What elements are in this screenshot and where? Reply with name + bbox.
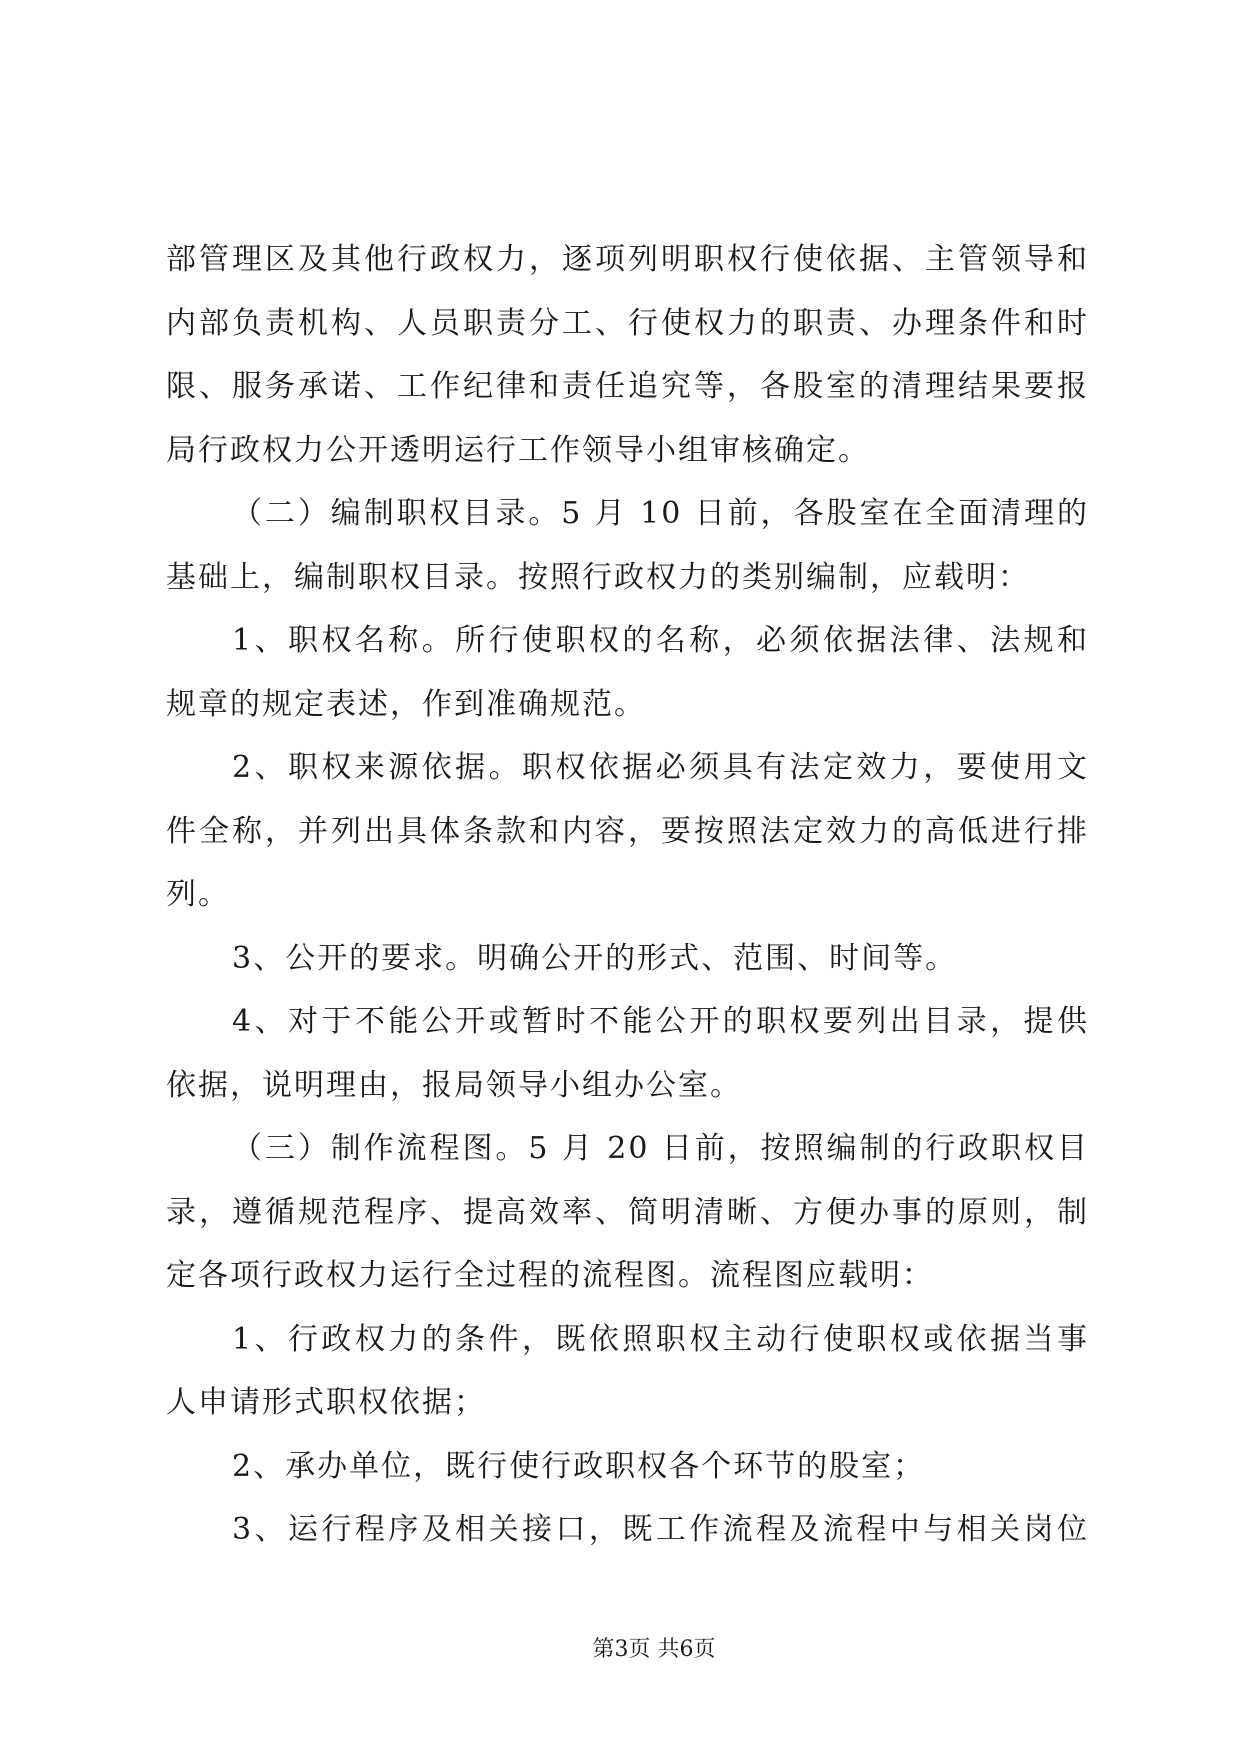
list-item-line: 2、承办单位，既行使行政职权各个环节的股室； — [232, 1448, 926, 1484]
body-text-line: 限、服务承诺、工作纪律和责任追究等，各股室的清理结果要报 — [166, 369, 1089, 404]
list-item-line: 4、对于不能公开或暂时不能公开的职权要列出目录，提供 — [232, 1004, 1089, 1039]
paragraph — [166, 609, 1089, 736]
body-text-line: 内部负责机构、人员职责分工、行使权力的职责、办理条件和时 — [166, 305, 1089, 341]
body-text-line: 人申请形式职权依据； — [166, 1385, 486, 1420]
section-heading-line: （三）制作流程图。5 月 20 日前，按照编制的行政职权目 — [232, 1131, 1089, 1166]
paragraph — [166, 1435, 1089, 1499]
section-heading-line: （二）编制职权目录。5 月 10 日前，各股室在全面清理的 — [232, 496, 1089, 531]
paragraph — [166, 927, 1089, 991]
list-item-line: 3、公开的要求。明确公开的形式、范围、时间等。 — [232, 940, 958, 976]
paragraph — [166, 1308, 1089, 1435]
paragraph — [166, 990, 1089, 1117]
body-text-line: 录，遵循规范程序、提高效率、简明清晰、方便办事的原则，制 — [166, 1194, 1089, 1230]
body-text-line: 基础上，编制职权目录。按照行政权力的类别编制，应载明： — [166, 559, 1030, 595]
body-text-line: 列。 — [166, 877, 230, 912]
page-number-footer: 第3页 共6页 — [592, 1637, 716, 1662]
list-item-line: 1、职权名称。所行使职权的名称，必须依据法律、法规和 — [232, 623, 1089, 658]
paragraph — [166, 1498, 1089, 1562]
document-body — [166, 228, 1089, 1562]
paragraph — [166, 482, 1089, 609]
paragraph — [166, 1117, 1089, 1308]
paragraph — [166, 228, 1089, 482]
body-text-line: 部管理区及其他行政权力，逐项列明职权行使依据、主管领导和 — [166, 242, 1089, 277]
list-item-line: 2、职权来源依据。职权依据必须具有法定效力，要使用文 — [232, 750, 1089, 785]
list-item-line: 1、行政权力的条件，既依照职权主动行使职权或依据当事 — [232, 1321, 1089, 1357]
list-item-line: 3、运行程序及相关接口，既工作流程及流程中与相关岗位 — [232, 1512, 1089, 1547]
body-text-line: 件全称，并列出具体条款和内容，要按照法定效力的高低进行排 — [166, 813, 1089, 849]
paragraph — [166, 736, 1089, 927]
body-text-line: 依据，说明理由，报局领导小组办公室。 — [166, 1067, 742, 1103]
body-text-line: 定各项行政权力运行全过程的流程图。流程图应载明： — [166, 1258, 934, 1293]
body-text-line: 局行政权力公开透明运行工作领导小组审核确定。 — [166, 432, 870, 468]
body-text-line: 规章的规定表述，作到准确规范。 — [166, 686, 646, 722]
